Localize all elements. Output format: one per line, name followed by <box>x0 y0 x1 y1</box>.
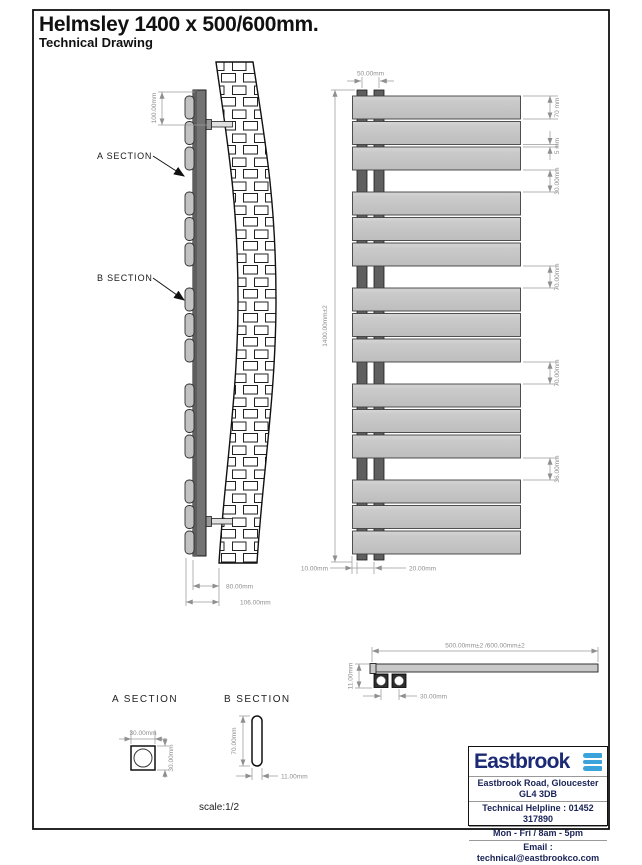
dim-label: 11.00mm <box>347 662 355 690</box>
callout-a-section <box>97 151 184 176</box>
dim-section-a-width <box>119 730 167 744</box>
eastbrook-waves-icon <box>583 753 602 771</box>
section-b-capsule <box>252 716 262 766</box>
dim-label: 1400.00mm±2 <box>322 305 329 347</box>
plan-pipe-right <box>392 674 406 688</box>
front-panel <box>353 314 521 337</box>
section-b-title: B SECTION <box>224 694 291 705</box>
dim-label: 11.00mm <box>281 773 308 781</box>
front-panels <box>353 96 521 554</box>
dim-label: 70.00mm <box>231 727 238 755</box>
dim-bottom-pipes <box>301 556 436 574</box>
dim-label: 30.00mm <box>420 693 448 701</box>
front-panel <box>353 218 521 241</box>
dim-label: 20.00mm <box>409 565 437 573</box>
panel-profile <box>185 96 194 119</box>
front-panel <box>353 435 521 458</box>
dim-plan-pipe-spacing <box>363 689 447 701</box>
dim-plan-width <box>372 643 598 663</box>
page-border <box>33 10 609 829</box>
section-b-detail <box>224 694 308 781</box>
front-panel <box>353 384 521 407</box>
brand-logo <box>469 747 607 776</box>
front-panel <box>353 410 521 433</box>
section-a-detail <box>112 694 178 778</box>
dim-plan-depth <box>348 663 373 690</box>
dim-panel-height <box>523 96 561 119</box>
brand-address: Eastbrook Road, Gloucester GL4 3DB <box>469 776 607 801</box>
dim-label: 70.00mm <box>554 359 561 387</box>
panel-profile <box>185 147 194 170</box>
dim-section-b-width <box>236 768 308 781</box>
panel-profile <box>185 410 194 433</box>
dim-label: 100.00mm <box>151 92 158 124</box>
front-panel <box>353 480 521 503</box>
dim-label: 10.00mm <box>300 565 328 573</box>
panel-profile <box>185 480 194 503</box>
panel-profile <box>185 435 194 458</box>
dim-label: 80.00mm <box>226 583 254 591</box>
brand-email: Email : technical@eastbrookco.com <box>469 840 607 865</box>
panel-profile <box>185 218 194 241</box>
panel-profile <box>185 506 194 529</box>
dim-label: 30.00mm <box>168 744 175 772</box>
panel-profile <box>185 339 194 362</box>
front-panel <box>353 243 521 266</box>
dim-label: 36.00mm <box>554 455 561 483</box>
callout-b-label: B SECTION <box>97 273 153 283</box>
dim-label: 70.00mm <box>554 263 561 291</box>
drawing-title: Helmsley 1400 x 500/600mm. <box>39 13 319 36</box>
panel-profile <box>185 288 194 311</box>
callout-a-label: A SECTION <box>97 151 153 161</box>
callout-b-section <box>97 273 184 300</box>
scale-note: scale:1/2 <box>199 802 240 813</box>
dim-label: 30.00mm <box>129 730 157 737</box>
section-a-square <box>131 746 155 770</box>
front-panel <box>353 122 521 145</box>
dim-label: 50.00mm <box>356 70 385 78</box>
dim-group-gap-4 <box>523 455 561 482</box>
brand-hours: Mon - Fri / 8am - 5pm <box>469 826 607 840</box>
panel-profile <box>185 531 194 554</box>
dim-label: 70 mm <box>554 97 561 118</box>
dim-side-depths <box>186 558 271 607</box>
front-panel <box>353 339 521 362</box>
section-a-title: A SECTION <box>112 694 178 705</box>
front-panel <box>353 531 521 554</box>
brand-box <box>468 746 608 863</box>
side-view <box>97 62 276 607</box>
brand-name: Eastbrook <box>474 750 570 773</box>
panel-profiles <box>185 96 194 554</box>
dim-group-gap-3 <box>523 359 561 386</box>
panel-profile <box>185 192 194 215</box>
panel-profile <box>185 243 194 266</box>
front-panel <box>353 192 521 215</box>
dim-overall-height <box>322 90 355 562</box>
front-panel <box>353 506 521 529</box>
dim-label: 500.00mm±2 /600.00mm±2 <box>445 642 525 650</box>
dim-label: 30.00mm <box>554 167 561 195</box>
front-panel <box>353 96 521 119</box>
plan-pipe-left <box>374 674 388 688</box>
plan-view <box>348 643 599 701</box>
dim-pipe-centres-top <box>347 71 394 89</box>
plan-panel-lip <box>370 664 376 674</box>
front-panel <box>353 147 521 170</box>
dim-label: 106.00mm <box>240 599 271 607</box>
dim-section-b-height <box>231 716 250 766</box>
dim-section-a-height <box>157 738 175 778</box>
panel-profile <box>185 384 194 407</box>
brand-helpline: Technical Helpline : 01452 317890 <box>469 801 607 826</box>
wall-section <box>216 62 276 563</box>
plan-panel-bar <box>372 664 598 672</box>
drawing-subtitle: Technical Drawing <box>39 35 153 51</box>
panel-profile <box>185 314 194 337</box>
dim-panel-gap <box>523 131 561 160</box>
dim-group-gap-1 <box>523 167 561 194</box>
front-view <box>301 71 561 575</box>
dim-group-gap-2 <box>523 263 561 290</box>
front-panel <box>353 288 521 311</box>
dim-label: 5 mm <box>554 137 561 155</box>
